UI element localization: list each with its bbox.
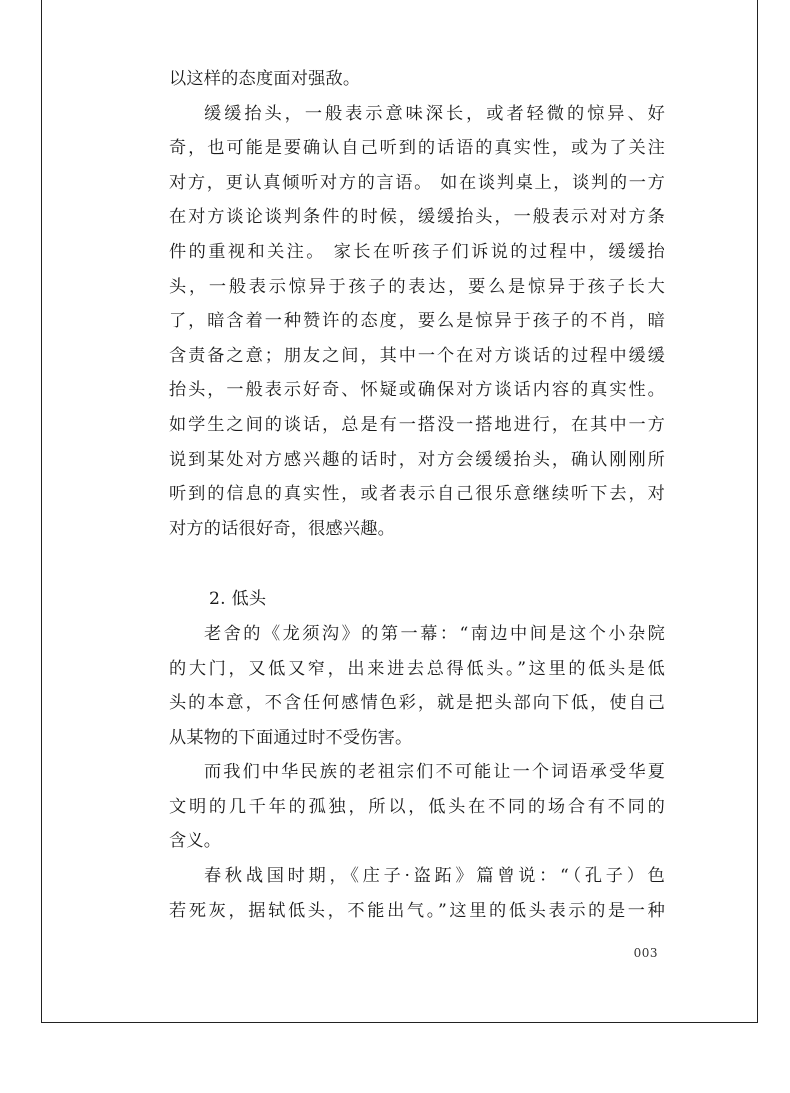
text-line: 对方的话很好奇，很感兴趣。 <box>169 518 396 539</box>
text-line: 件的重视和关注。 家长在听孩子们诉说的过程中，缓缓抬 <box>169 241 665 262</box>
text-line: 在对方谈论谈判条件的时候，缓缓抬头，一般表示对对方条 <box>169 207 665 228</box>
text-line: 了，暗含着一种赞许的态度，要么是惊异于孩子的不肖，暗 <box>169 311 665 332</box>
text-line: 头，一般表示惊异于孩子的表达，要么是惊异于孩子长大 <box>169 276 665 297</box>
text-line: 的大门，又低又窄，出来进去总得低头。”这里的低头是低 <box>169 658 665 679</box>
text-line: 而我们中华民族的老祖宗们不可能让一个词语承受华夏 <box>204 762 665 783</box>
page-body-text <box>169 62 665 928</box>
text-line: 老舍的《龙须沟》的第一幕：“南边中间是这个小杂院 <box>204 623 665 644</box>
text-line: 对方，更认真倾听对方的言语。 如在谈判桌上，谈判的一方 <box>169 172 665 193</box>
text-line: 从某物的下面通过时不受伤害。 <box>169 727 413 748</box>
text-line: 奇，也可能是要确认自己听到的话语的真实性，或为了关注 <box>169 138 665 159</box>
text-line: 以这样的态度面对强敌。 <box>169 69 361 89</box>
text-line: 若死灰，据轼低头，不能出气。”这里的低头表示的是一种 <box>169 900 665 921</box>
text-line: 抬头，一般表示好奇、怀疑或确保对方谈话内容的真实性。 <box>169 380 665 401</box>
text-line: 含责备之意；朋友之间，其中一个在对方谈话的过程中缓缓 <box>169 345 665 366</box>
text-line: 说到某处对方感兴趣的话时，对方会缓缓抬头，确认刚刚所 <box>169 449 665 470</box>
section-gap <box>169 546 665 582</box>
text-line: 缓缓抬头，一般表示意味深长，或者轻微的惊异、好 <box>204 103 665 124</box>
text-line: 文明的几千年的孤独，所以，低头在不同的场合有不同的 <box>169 796 665 817</box>
text-line: 头的本意，不含任何感情色彩，就是把头部向下低，使自己 <box>169 693 665 714</box>
text-line: 听到的信息的真实性，或者表示自己很乐意继续听下去，对 <box>169 484 665 505</box>
page-number: 003 <box>633 946 658 960</box>
text-line: 含义。 <box>169 831 222 852</box>
text-line: 春秋战国时期，《庄子·盗跖》篇曾说：“（孔子）色 <box>204 866 665 887</box>
section-heading: 2. 低头 <box>209 589 267 610</box>
text-line: 如学生之间的谈话，总是有一搭没一搭地进行，在其中一方 <box>169 414 665 435</box>
